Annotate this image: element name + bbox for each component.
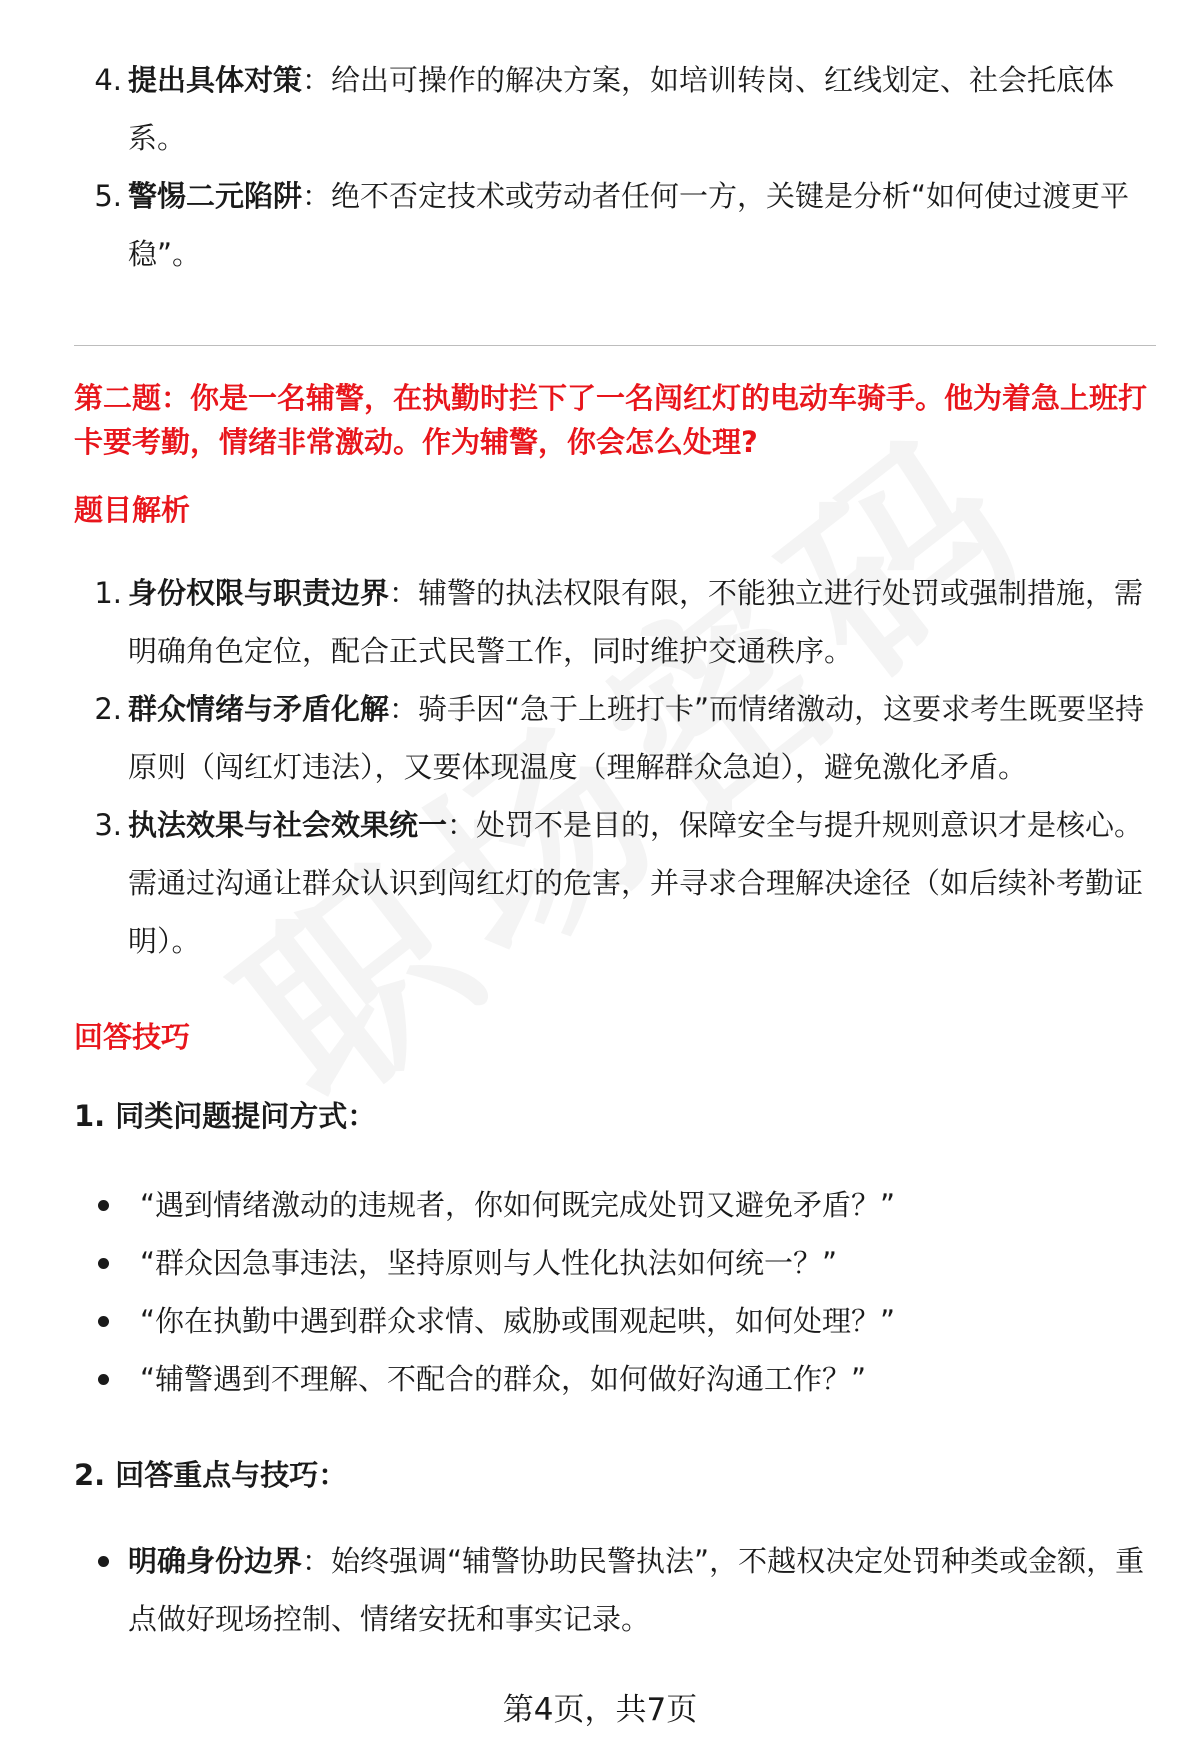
tips-subheading-2: 2. 回答重点与技巧： xyxy=(74,1458,348,1492)
answer-points xyxy=(0,1532,1200,1648)
tips-subheading-1: 1. 同类问题提问方式： xyxy=(74,1099,377,1133)
list-item xyxy=(0,796,1200,970)
list-number: 4. xyxy=(94,63,122,97)
list-item-title: 身份权限与职责边界 xyxy=(128,576,390,610)
list-item-title: 警惕二元陷阱 xyxy=(128,179,303,213)
list-item xyxy=(0,167,1200,283)
question-title: 第二题：你是一名辅警，在执勤时拦下了一名闯红灯的电动车骑手。他为着急上班打卡要考勤，情绪非常激动。作为辅警，你会怎么处理? xyxy=(74,381,1148,459)
bullet-text: “辅警遇到不理解、不配合的群众，如何做好沟通工作？” xyxy=(140,1362,867,1396)
bullet-item xyxy=(0,1350,1200,1408)
list-number: 5. xyxy=(94,179,122,213)
list-item-text: ：骑手因“急于上班打卡”而情绪激动，这要求考生既要坚持原则（闯红灯违法），又要体现温度（理解群众急迫），避免激化矛盾。 xyxy=(128,692,1145,784)
analysis-list xyxy=(0,564,1200,970)
analysis-heading: 题目解析 xyxy=(74,493,191,527)
point-text: ：始终强调“辅警协助民警执法”，不越权决定处罚种类或金额，重点做好现场控制、情绪安抚和事实记录。 xyxy=(128,1544,1145,1636)
list-item-text: ：辅警的执法权限有限，不能独立进行处罚或强制措施，需明确角色定位，配合正式民警工作，同时维护交通秩序。 xyxy=(128,576,1144,668)
bullet-dot xyxy=(98,1556,109,1567)
list-item-text: ：绝不否定技术或劳动者任何一方，关键是分析“如何使过渡更平稳”。 xyxy=(128,179,1130,271)
list-item xyxy=(0,51,1200,167)
bullet-dot xyxy=(98,1316,109,1327)
list-item-title: 群众情绪与矛盾化解 xyxy=(128,692,390,726)
list-number: 3. xyxy=(94,808,122,842)
list-item xyxy=(0,680,1200,796)
top-list xyxy=(0,51,1200,283)
bullet-dot xyxy=(98,1258,109,1269)
bullet-item xyxy=(0,1532,1200,1648)
bullet-dot xyxy=(98,1374,109,1385)
point-title: 明确身份边界 xyxy=(128,1544,303,1578)
bullet-item xyxy=(0,1176,1200,1234)
bullet-dot xyxy=(98,1200,109,1211)
tips-heading: 回答技巧 xyxy=(74,1020,191,1054)
bullet-item xyxy=(0,1234,1200,1292)
question-bullets xyxy=(0,1176,1200,1408)
list-item-text: ：处罚不是目的，保障安全与提升规则意识才是核心。需通过沟通让群众认识到闯红灯的危害，并寻求合理解决途径（如后续补考勤证明）。 xyxy=(128,808,1144,958)
bullet-item xyxy=(0,1292,1200,1350)
list-item-text: ：给出可操作的解决方案，如培训转岗、红线划定、社会托底体系。 xyxy=(128,63,1115,155)
page-number: 第4页，共7页 xyxy=(502,1692,698,1728)
bullet-text: “群众因急事违法，坚持原则与人性化执法如何统一？” xyxy=(140,1246,838,1280)
bullet-text: “遇到情绪激动的违规者，你如何既完成处罚又避免矛盾？” xyxy=(140,1188,896,1222)
list-item xyxy=(0,564,1200,680)
divider xyxy=(74,345,1156,346)
list-item-title: 执法效果与社会效果统一 xyxy=(128,808,448,842)
list-number: 1. xyxy=(94,576,122,610)
bullet-text: “你在执勤中遇到群众求情、威胁或围观起哄，如何处理？” xyxy=(140,1304,896,1338)
list-item-title: 提出具体对策 xyxy=(128,63,303,97)
list-number: 2. xyxy=(94,692,122,726)
